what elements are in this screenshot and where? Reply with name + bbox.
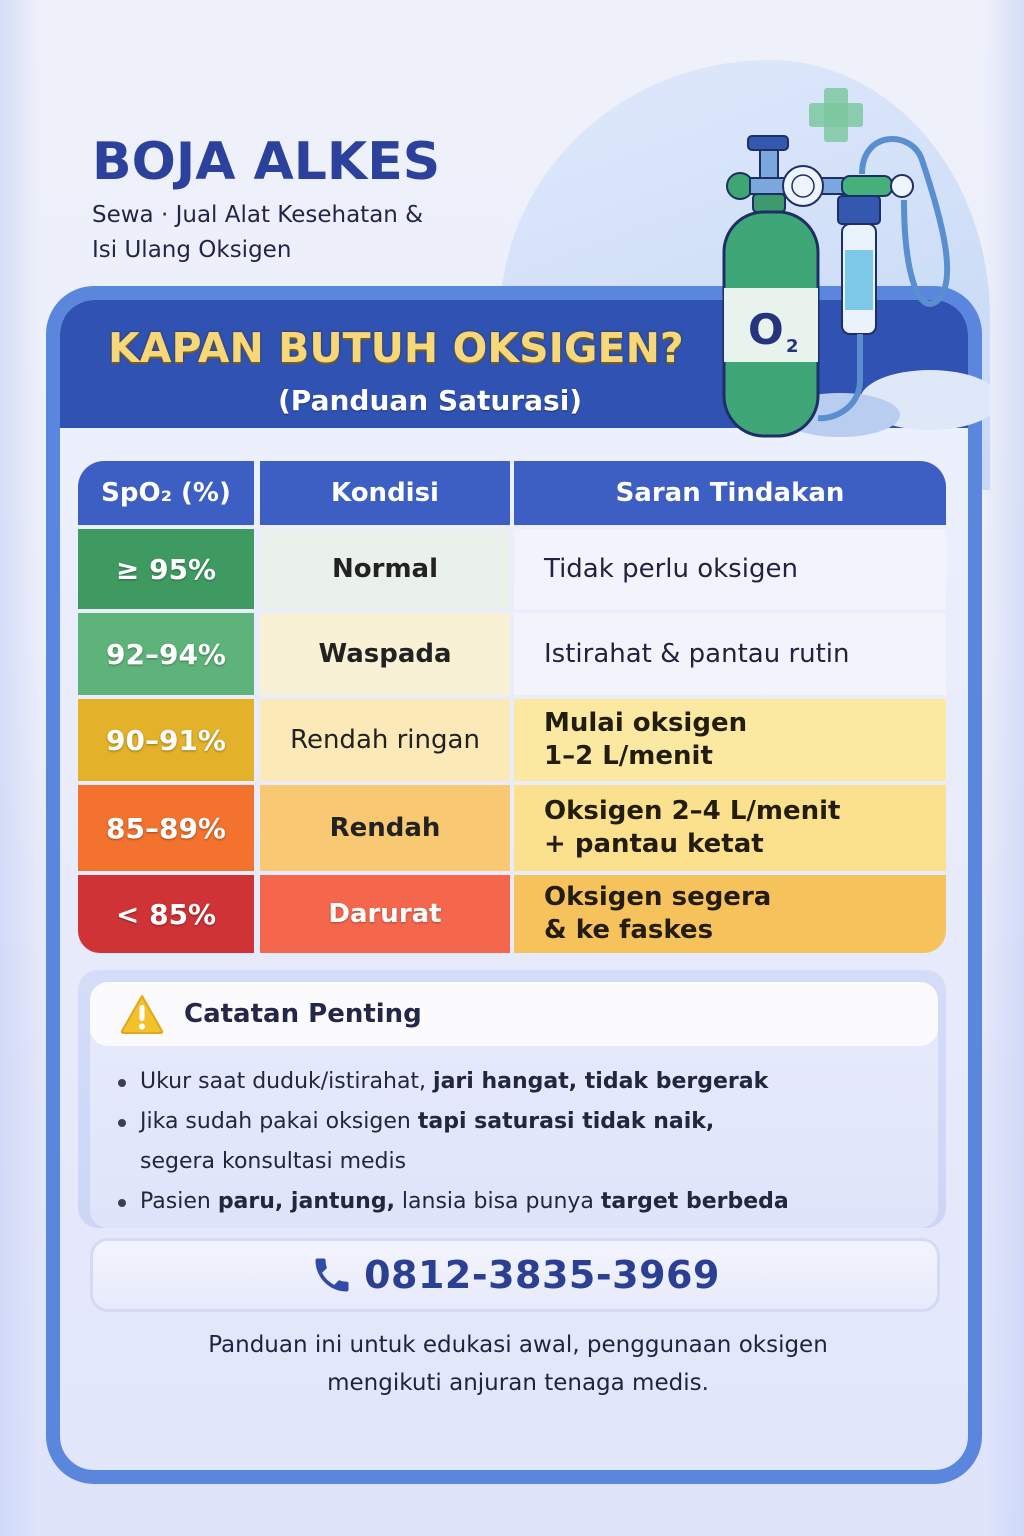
spo2-cell: 85–89% [78, 785, 254, 871]
saran-text-line2: 1–2 L/menit [544, 741, 713, 771]
saran-text: Istirahat & pantau rutin [544, 638, 850, 669]
table-row [78, 785, 946, 871]
spo2-cell: 92–94% [78, 613, 254, 695]
important-notes-panel [78, 970, 946, 1228]
warning-icon [120, 993, 164, 1035]
humidifier-icon [838, 196, 880, 334]
card-title: KAPAN BUTUH OKSIGEN? [108, 324, 684, 372]
spo2-cell: ≥ 95% [78, 529, 254, 609]
card-subtitle: (Panduan Saturasi) [278, 384, 583, 417]
brand-tagline [92, 198, 440, 268]
brand-tagline-line2: Isi Ulang Oksigen [92, 237, 292, 263]
table-body [78, 529, 946, 953]
note-item [114, 1182, 789, 1222]
notes-title: Catatan Penting [184, 999, 422, 1029]
saran-cell [514, 529, 946, 609]
medical-cross-icon [809, 88, 863, 142]
kondisi-cell: Rendah [260, 785, 510, 871]
saran-text-line1: Mulai oksigen [544, 708, 748, 738]
oxygen-tank-illustration [690, 70, 990, 440]
saturation-table [78, 461, 946, 953]
kondisi-cell: Waspada [260, 613, 510, 695]
saran-text: Tidak perlu oksigen [544, 553, 798, 584]
kondisi-cell: Rendah ringan [260, 699, 510, 781]
notes-list [114, 1062, 789, 1222]
table-row [78, 529, 946, 609]
saran-text-line2: + pantau ketat [544, 829, 764, 859]
disclaimer-line2: mengikuti anjuran tenaga medis. [327, 1370, 709, 1396]
saran-text-line1: Oksigen 2–4 L/menit [544, 796, 841, 826]
table-row [78, 875, 946, 953]
note-emphasis: jari hangat, tidak bergerak [433, 1069, 769, 1094]
table-row [78, 699, 946, 781]
saran-text-line2: & ke faskes [544, 915, 714, 945]
spo2-cell: 90–91% [78, 699, 254, 781]
brand-name: BOJA ALKES [92, 132, 441, 192]
note-item [114, 1102, 789, 1182]
note-continuation: segera konsultasi medis [140, 1149, 407, 1174]
table-row [78, 613, 946, 695]
saran-cell [514, 699, 946, 781]
brand-tagline-line1: Sewa · Jual Alat Kesehatan & [92, 202, 424, 228]
header-spo2: SpO₂ (%) [78, 461, 254, 525]
disclaimer [100, 1326, 936, 1402]
saran-cell [514, 785, 946, 871]
kondisi-cell: Darurat [260, 875, 510, 953]
note-text: Pasien [140, 1189, 218, 1214]
disclaimer-line1: Panduan ini untuk edukasi awal, penggunaan oksigen [208, 1332, 828, 1358]
background-edge-left [0, 0, 40, 1536]
o2-label: O [748, 305, 784, 354]
note-item [114, 1062, 789, 1102]
header-saran: Saran Tindakan [514, 461, 946, 525]
notes-inner [90, 982, 938, 1228]
notes-header [90, 982, 938, 1046]
brand-block [92, 132, 440, 268]
header-kondisi: Kondisi [260, 461, 510, 525]
phone-contact[interactable] [90, 1238, 940, 1312]
phone-number[interactable]: 0812-3835-3969 [364, 1253, 720, 1297]
saran-text-line1: Oksigen segera [544, 882, 772, 912]
saran-cell [514, 875, 946, 953]
note-text: Jika sudah pakai oksigen [140, 1109, 418, 1134]
spo2-cell: < 85% [78, 875, 254, 953]
phone-icon [310, 1253, 354, 1297]
note-emphasis: target berbeda [600, 1189, 789, 1214]
kondisi-cell: Normal [260, 529, 510, 609]
note-text: Ukur saat duduk/istirahat, [140, 1069, 434, 1094]
note-emphasis: tapi saturasi tidak naik, [417, 1109, 715, 1134]
note-text: lansia bisa punya [394, 1189, 601, 1214]
note-emphasis: paru, jantung, [217, 1189, 395, 1214]
table-header-row [78, 461, 946, 525]
background-edge-right [984, 0, 1024, 1536]
saran-cell [514, 613, 946, 695]
o2-subscript: 2 [786, 336, 799, 357]
